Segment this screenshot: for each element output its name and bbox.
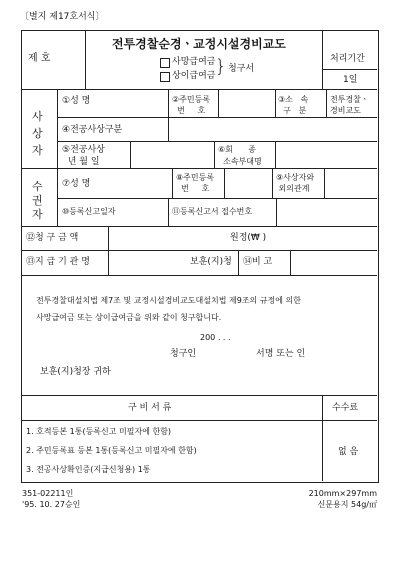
fee-label: 수수료 xyxy=(332,403,359,413)
claim-amount-label: ⑫청 구 금 액 xyxy=(26,233,79,243)
deceased-affiliation-label: ③소 속 구 분 xyxy=(278,95,309,115)
recipient-report-label: ⑪등록신고서 접수번호 xyxy=(172,207,253,216)
form-label: 〔별지 제17호서식〕 xyxy=(20,12,105,22)
death-option-label: 사망급여금 xyxy=(172,57,216,67)
fee-value: 없 음 xyxy=(338,447,359,457)
recipient-name-label: ⑦성 명 xyxy=(62,179,91,189)
section-label: 제 호 xyxy=(28,53,51,64)
footer-approval: '95. 10. 27승인 xyxy=(22,500,81,509)
bank-label: 보훈(지)청 xyxy=(190,257,232,267)
brace-icon: } xyxy=(215,56,227,77)
claimant-sign-label: 서명 또는 인 xyxy=(256,349,306,359)
statement-date: 200 . . . xyxy=(200,333,231,342)
note-label: ⑭비 고 xyxy=(243,257,273,267)
statement-line-2: 사망급여금 또는 상이급여금을 위와 같이 청구합니다. xyxy=(36,313,222,322)
request-suffix: 청구서 xyxy=(228,64,255,74)
deceased-rank-label: ⑥회 종 소속부대명 xyxy=(218,145,262,166)
addressee: 보훈(지)청장 귀하 xyxy=(40,367,111,377)
statement-line-1: 전투경찰대설치법 제7조 및 교정시설경비교도대설치법 제9조의 규정에 의한 xyxy=(36,296,302,305)
recipient-side-label: 수 권 자 xyxy=(32,180,43,221)
footer-paper: 신문용지 54g/㎡ xyxy=(317,500,377,509)
recipient-register-label: ⑩등록신고일자 xyxy=(62,207,116,216)
document-item-2: 2. 주민등록표 등본 1통(등록신고 미필자에 한함) xyxy=(26,446,197,455)
deceased-affiliation-value: 전투경찰ㆍ 경비교도 xyxy=(330,95,369,115)
processing-value: 1일 xyxy=(343,75,358,85)
claim-amount-unit: 원정(₩ ) xyxy=(230,233,267,243)
footer-code: 351-02211인 xyxy=(22,489,74,498)
processing-label: 처리기간 xyxy=(330,54,365,64)
deceased-history-label: ④전공사상구분 xyxy=(62,125,123,135)
injury-checkbox[interactable] xyxy=(160,72,170,82)
deceased-resident-label: ②주민등록 번 호 xyxy=(172,95,211,115)
injury-option-label: 상이급여금 xyxy=(172,71,216,81)
deceased-date-label: ⑤전공사상 년 월 일 xyxy=(62,145,105,167)
deceased-name-label: ①성 명 xyxy=(62,96,91,106)
recipient-resident-label: ⑧주민등록 번 호 xyxy=(176,173,215,193)
form-title: 전투경찰순경ㆍ교정시설경비교도 xyxy=(112,37,286,51)
death-checkbox[interactable] xyxy=(160,58,170,68)
document-item-1: 1. 호적등본 1통(등록신고 미필자에 한함) xyxy=(26,427,172,436)
pay-method-label: ⑬지 급 기 관 명 xyxy=(26,257,90,267)
deceased-side-label: 사 상 자 xyxy=(32,110,43,157)
recipient-relation-label: ⑨사상자와 외의관계 xyxy=(276,173,315,193)
documents-header: 구 비 서 류 xyxy=(128,403,172,413)
footer-size: 210mm×297mm xyxy=(308,489,377,498)
document-item-3: 3. 전공사상확인증(지급신청용) 1통 xyxy=(26,465,151,474)
claimant-label: 청구인 xyxy=(170,349,197,359)
